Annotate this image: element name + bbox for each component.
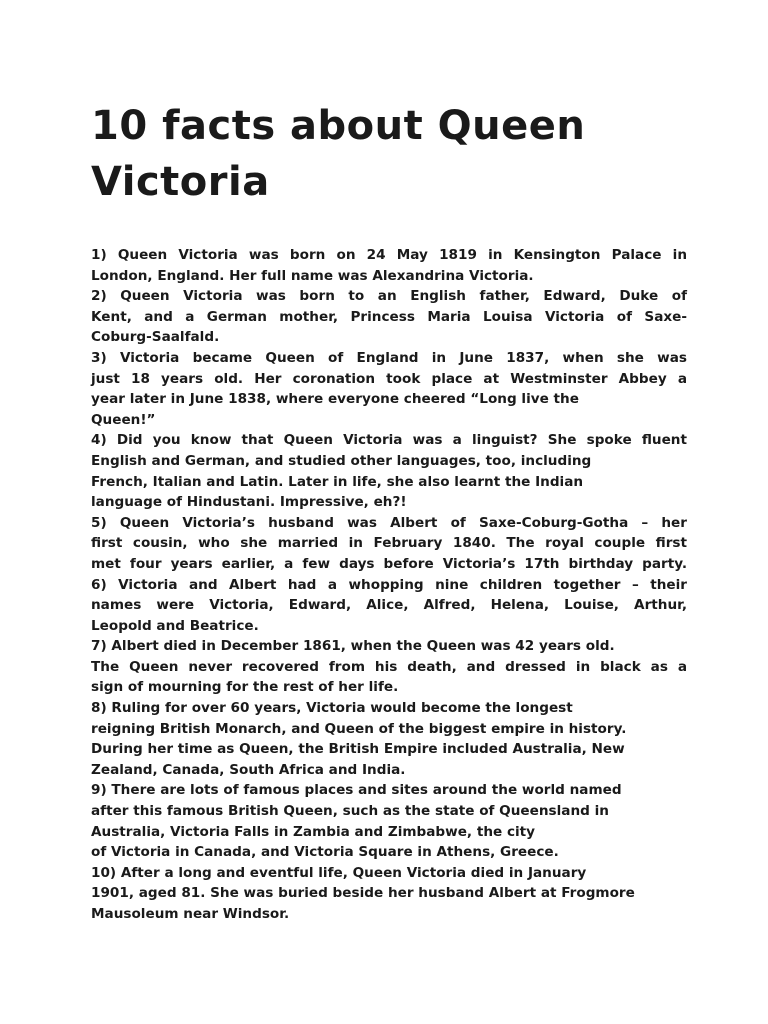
fact-line: met four years earlier, a few days before Victoria’s 17th birthday party. — [91, 555, 687, 572]
fact-line: Queen!” — [91, 411, 156, 428]
fact-line: 3) Victoria became Queen of England in June 1837, when she was — [91, 349, 687, 366]
fact-line: 6) Victoria and Albert had a whopping nine children together – their — [91, 576, 687, 593]
fact-line: Coburg-Saalfald. — [91, 329, 220, 346]
fact-line: Mausoleum near Windsor. — [91, 906, 290, 922]
fact-line: 10) After a long and eventful life, Queen Victoria died in January — [91, 864, 587, 881]
fact-line: year later in June 1838, where everyone cheered “Long live the — [91, 391, 579, 408]
fact-line: reigning British Monarch, and Queen of the biggest empire in history. — [91, 720, 627, 737]
facts-list — [91, 245, 687, 925]
fact-line: 5) Queen Victoria’s husband was Albert of Saxe-Coburg-Gotha – her — [91, 514, 687, 531]
fact-line: English and German, and studied other languages, too, including — [91, 452, 592, 469]
fact-line: language of Hindustani. Impressive, eh?! — [91, 494, 407, 511]
fact-line: 2) Queen Victoria was born to an English father, Edward, Duke of — [91, 288, 687, 305]
fact-line: 1) Queen Victoria was born on 24 May 1819 in Kensington Palace in — [91, 247, 687, 263]
fact-line: of Victoria in Canada, and Victoria Square in Athens, Greece. — [91, 844, 559, 861]
fact-8 — [91, 698, 687, 780]
fact-line: Zealand, Canada, South Africa and India. — [91, 761, 406, 778]
fact-10 — [91, 863, 687, 925]
fact-line: 8) Ruling for over 60 years, Victoria would become the longest — [91, 700, 573, 717]
fact-line: Australia, Victoria Falls in Zambia and Zimbabwe, the city — [91, 823, 536, 840]
fact-line: London, England. Her full name was Alexandrina Victoria. — [91, 267, 534, 284]
fact-line: Leopold and Beatrice. — [91, 617, 259, 634]
fact-5 — [91, 513, 687, 575]
fact-line: 9) There are lots of famous places and sites around the world named — [91, 782, 622, 799]
fact-line: The Queen never recovered from his death, and dressed in black as a — [91, 658, 687, 675]
page-title — [91, 98, 691, 210]
fact-3 — [91, 348, 687, 430]
fact-2 — [91, 286, 687, 348]
fact-1 — [91, 245, 687, 286]
fact-line: just 18 years old. Her coronation took place at Westminster Abbey a — [91, 370, 687, 387]
fact-line: first cousin, who she married in February 1840. The royal couple first — [91, 535, 687, 552]
fact-line: 7) Albert died in December 1861, when the Queen was 42 years old. — [91, 638, 615, 655]
fact-line: Kent, and a German mother, Princess Maria Louisa Victoria of Saxe- — [91, 308, 687, 325]
fact-line: after this famous British Queen, such as the state of Queensland in — [91, 803, 609, 820]
fact-4 — [91, 430, 687, 512]
fact-line: names were Victoria, Edward, Alice, Alfred, Helena, Louise, Arthur, — [91, 597, 687, 614]
fact-line: During her time as Queen, the British Empire included Australia, New — [91, 741, 625, 758]
fact-9 — [91, 780, 687, 862]
fact-line: sign of mourning for the rest of her life. — [91, 679, 399, 696]
fact-7 — [91, 636, 687, 698]
fact-6 — [91, 575, 687, 637]
fact-line: 4) Did you know that Queen Victoria was a linguist? She spoke fluent — [91, 432, 687, 449]
title-line-1: 10 facts about Queen — [91, 103, 586, 149]
fact-line: French, Italian and Latin. Later in life, she also learnt the Indian — [91, 473, 584, 490]
fact-line: 1901, aged 81. She was buried beside her husband Albert at Frogmore — [91, 885, 635, 902]
title-line-2: Victoria — [91, 159, 270, 205]
